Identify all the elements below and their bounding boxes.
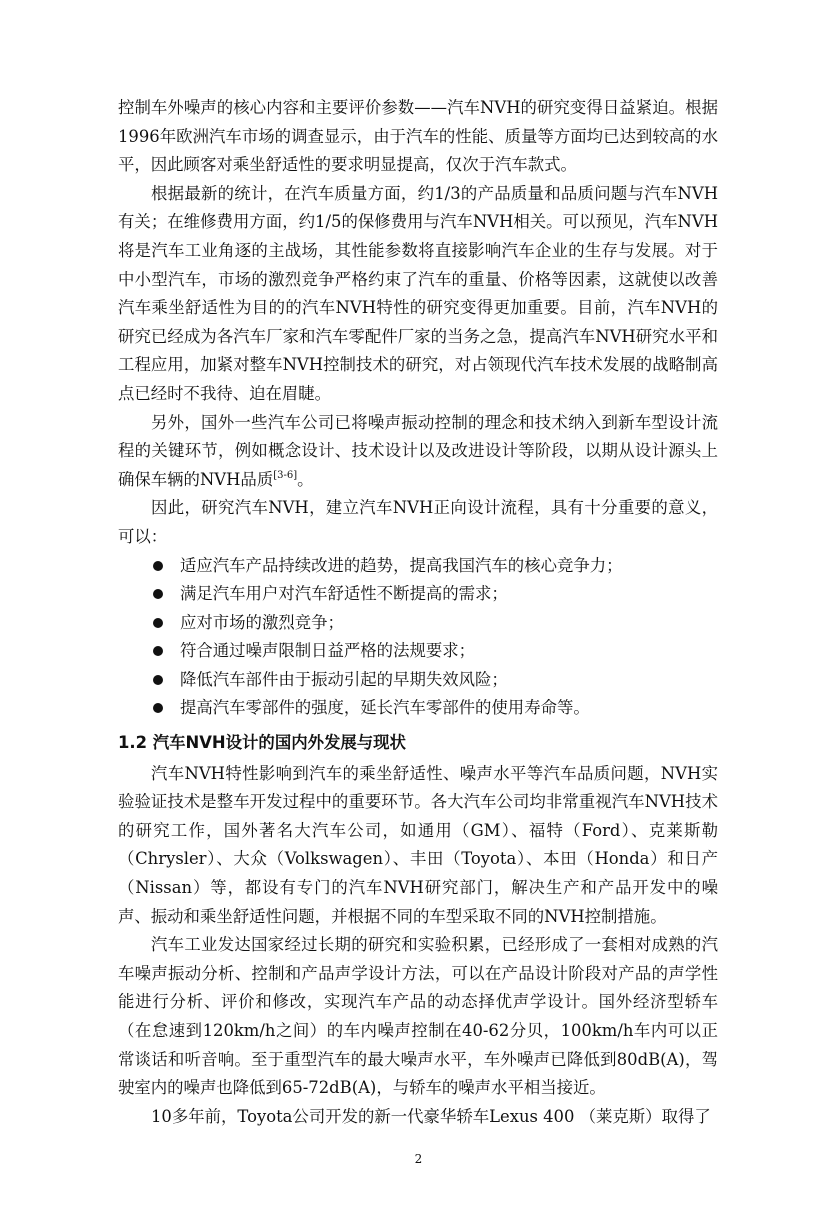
list-item bbox=[118, 666, 718, 695]
bullet-icon bbox=[153, 675, 163, 685]
list-item-text: 适应汽车产品持续改进的趋势，提高我国汽车的核心竞争力； bbox=[180, 555, 623, 575]
bullet-icon bbox=[153, 618, 163, 628]
bullet-icon bbox=[153, 646, 163, 656]
list-item-text: 提高汽车零部件的强度，延长汽车零部件的使用寿命等。 bbox=[180, 698, 590, 718]
list-item bbox=[118, 552, 718, 581]
list-item bbox=[118, 694, 718, 723]
paragraph-significance: 因此，研究汽车NVH，建立汽车NVH正向设计流程，具有十分重要的意义，可以： bbox=[118, 498, 718, 546]
section-heading: 1.2 汽车NVH设计的国内外发展与现状 bbox=[118, 733, 406, 753]
paragraph-design-process-text: 另外，国外一些汽车公司已将噪声振动控制的理念和技术纳入到新车型设计流程的关键环节，例如概念设计、技术设计以及改进设计等阶段，以期从设计源头上确保车辆的NVH品质 bbox=[118, 412, 718, 489]
bullet-icon bbox=[153, 703, 163, 713]
paragraph-continuation: 控制车外噪声的核心内容和主要评价参数——汽车NVH的研究变得日益紧迫。根据1996年欧洲汽车市场的调查显示，由于汽车的性能、质量等方面均已达到较高的水平，因此顾客对乘坐舒适性的要求明显提高，仅次于汽车款式。 bbox=[118, 98, 718, 175]
page-content bbox=[118, 94, 718, 1131]
paragraph-design-process-tail: 。 bbox=[297, 469, 314, 489]
citation-reference: [3-6] bbox=[273, 469, 298, 481]
paragraph-lexus: 10多年前，Toyota公司开发的新一代豪华轿车Lexus 400 （莱克斯）取得了 bbox=[151, 1106, 711, 1126]
list-item-text: 降低汽车部件由于振动引起的早期失效风险； bbox=[180, 669, 508, 689]
page-number: 2 bbox=[414, 1152, 423, 1166]
bullet-icon bbox=[153, 589, 163, 599]
bullet-icon bbox=[153, 561, 163, 571]
paragraph-manufacturers: 汽车NVH特性影响到汽车的乘坐舒适性、噪声水平等汽车品质问题，NVH实验验证技术是整车开发过程中的重要环节。各大汽车公司均非常重视汽车NVH技术的研究工作，国外著名大汽车公司，如通用（GM）、福特（Ford）、克莱斯勒（Chrysler）、大众（Volkswagen）、丰田（Toyota）、本田（Honda）和日产（Nissan）等，都设有专门的汽车NVH研究部门，解决生产和产品开发中的噪声、振动和乘坐舒适性问题，并根据不同的车型采取不同的NVH控制措施。 bbox=[118, 763, 718, 926]
list-item-text: 应对市场的激烈竞争； bbox=[180, 612, 344, 632]
paragraph-noise-levels: 汽车工业发达国家经过长期的研究和实验积累，已经形成了一套相对成熟的汽车噪声振动分析、控制和产品声学设计方法，可以在产品设计阶段对产品的声学性能进行分析、评价和修改，实现汽车产品的动态择优声学设计。国外经济型轿车（在怠速到120km/h之间）的车内噪声控制在40-62分贝，100km/h车内可以正常谈话和听音响。至于重型汽车的最大噪声水平，车外噪声已降低到80dB(A)，驾驶室内的噪声也降低到65-72dB(A)，与轿车的噪声水平相当接近。 bbox=[118, 935, 718, 1098]
paragraph-design-process bbox=[118, 409, 718, 495]
list-item-text: 符合通过噪声限制日益严格的法规要求； bbox=[180, 641, 476, 661]
list-item bbox=[118, 580, 718, 609]
bullet-list bbox=[118, 552, 718, 724]
list-item-text: 满足汽车用户对汽车舒适性不断提高的需求； bbox=[180, 584, 508, 604]
list-item bbox=[118, 609, 718, 638]
list-item bbox=[118, 637, 718, 666]
paragraph-statistics: 根据最新的统计，在汽车质量方面，约1/3的产品质量和品质问题与汽车NVH有关；在维修费用方面，约1/5的保修费用与汽车NVH相关。可以预见，汽车NVH将是汽车工业角逐的主战场，其性能参数将直接影响汽车企业的生存与发展。对于中小型汽车，市场的激烈竞争严格约束了汽车的重量、价格等因素，这就使以改善汽车乘坐舒适性为目的的汽车NVH特性的研究变得更加重要。目前，汽车NVH的研究已经成为各汽车厂家和汽车零配件厂家的当务之急，提高汽车NVH研究水平和工程应用，加紧对整车NVH控制技术的研究，对占领现代汽车技术发展的战略制高点已经时不我待、迫在眉睫。 bbox=[118, 183, 718, 403]
